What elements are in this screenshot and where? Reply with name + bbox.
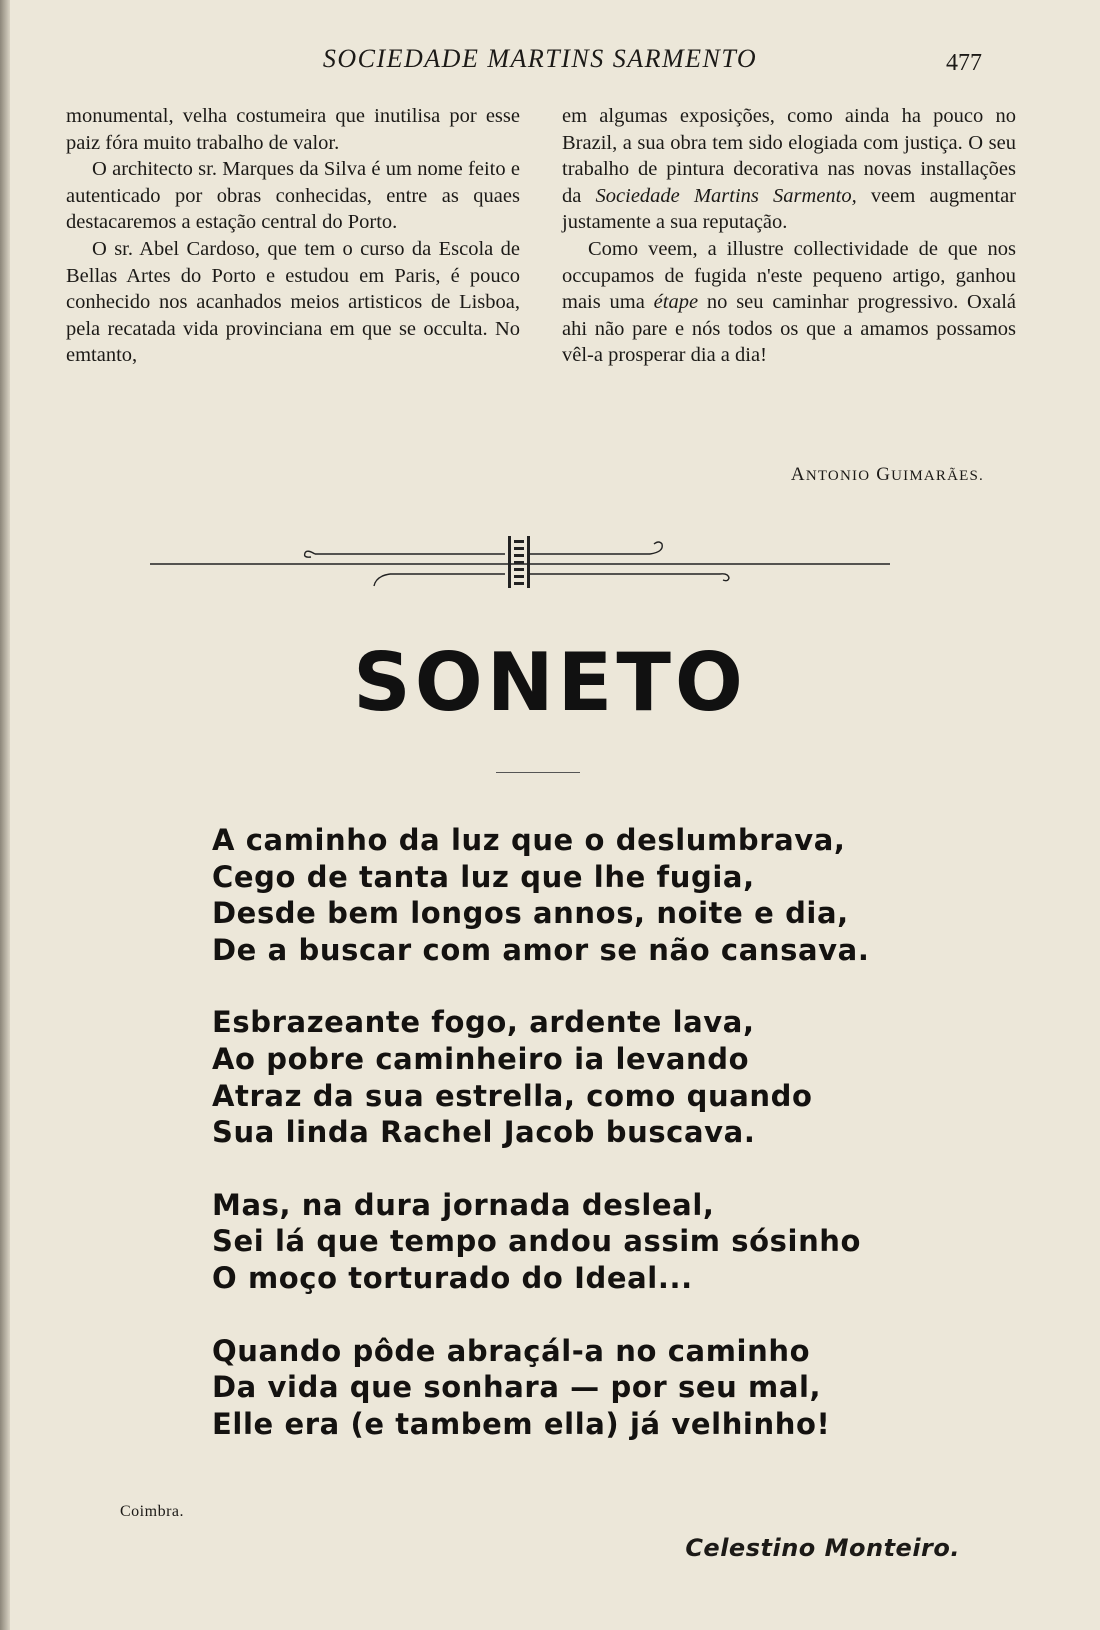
poem-line: Mas, na dura jornada desleal, xyxy=(212,1187,715,1222)
poem-place: Coimbra. xyxy=(120,1503,184,1520)
italic-text: Sociedade Martins Sarmento, xyxy=(595,184,857,207)
author-initial: A xyxy=(790,464,806,485)
poem-line: Atraz da sua estrella, como quando xyxy=(212,1078,813,1113)
poem-line: Sua linda Rachel Jacob buscava. xyxy=(212,1115,756,1150)
poem-line: Elle era (e tambem ella) já velhinho! xyxy=(212,1406,831,1441)
poem-line: Esbrazeante fogo, ardente lava, xyxy=(212,1005,755,1040)
paragraph xyxy=(562,236,1016,369)
paragraph: monumental, velha costumeira que inutilisa por esse paiz fóra muito trabalho de valor. xyxy=(66,105,520,154)
stanza xyxy=(212,822,932,968)
paragraph-text: no seu caminhar progressivo. Oxalá ahi não pare e nós todos os que a amamos possamos vêl-a prosperar dia a dia! xyxy=(562,291,1016,367)
stanza xyxy=(212,1333,932,1443)
poem-title: SONETO xyxy=(353,636,747,729)
paragraph-text: Como veem, a illustre collectividade de que nos occupamos de fugida n'este pequeno artigo, ganhou mais uma xyxy=(562,237,1016,314)
poem-line: O moço torturado do Ideal... xyxy=(212,1260,693,1295)
poem-body xyxy=(212,822,932,1442)
paragraph: O architecto sr. Marques da Silva é um nome feito e autenticado por obras conhecidas, entre as quaes destacaremos a estação central do Porto. xyxy=(66,158,520,234)
italic-text: étape xyxy=(653,291,699,314)
poem-line: A caminho da luz que o deslumbrava, xyxy=(212,823,846,857)
stanza xyxy=(212,1187,932,1297)
poem-author: Celestino Monteiro. xyxy=(685,1534,960,1562)
author-name-part: NTONIO xyxy=(805,468,871,484)
poem-line: Ao pobre caminheiro ia levando xyxy=(212,1041,750,1076)
title-rule xyxy=(496,772,580,773)
ornamental-divider xyxy=(150,528,930,594)
running-title: SOCIEDADE MARTINS SARMENTO xyxy=(322,44,758,73)
paragraph-text: veem augmentar justamente a sua reputação. xyxy=(562,184,1016,234)
poem-line: Da vida que sonhara — por seu mal, xyxy=(212,1370,822,1405)
poem-line: Quando pôde abraçál-a no caminho xyxy=(212,1333,811,1368)
poem-line: Cego de tanta luz que lhe fugia, xyxy=(212,859,755,894)
page-number: 477 xyxy=(946,50,982,76)
article-column-left xyxy=(66,103,520,369)
poem-line: Sei lá que tempo andou assim sósinho xyxy=(212,1224,862,1259)
paragraph xyxy=(562,103,1016,236)
paragraph: O sr. Abel Cardoso, que tem o curso da Escola de Bellas Artes do Porto e estudou em Paris, é pouco conhecido nos acanhados meios artisticos de Lisboa, pela recatada vida provinciana em que se occulta. No emtanto, xyxy=(66,237,520,367)
page-binding-edge xyxy=(0,0,10,1630)
article-column-right xyxy=(562,103,1016,369)
paragraph-text: em algumas exposições, como ainda ha pouco no Brazil, a sua obra tem sido elogiada com justiça. O seu trabalho de pintura decorativa nas novas installações da xyxy=(562,105,1016,207)
author-name-part: UIMARÃES. xyxy=(891,468,984,484)
poem-line: Desde bem longos annos, noite e dia, xyxy=(212,896,849,931)
author-initial: G xyxy=(876,464,892,485)
article-author xyxy=(600,464,984,486)
poem-line: De a buscar com amor se não cansava. xyxy=(212,932,870,967)
stanza xyxy=(212,1004,932,1150)
